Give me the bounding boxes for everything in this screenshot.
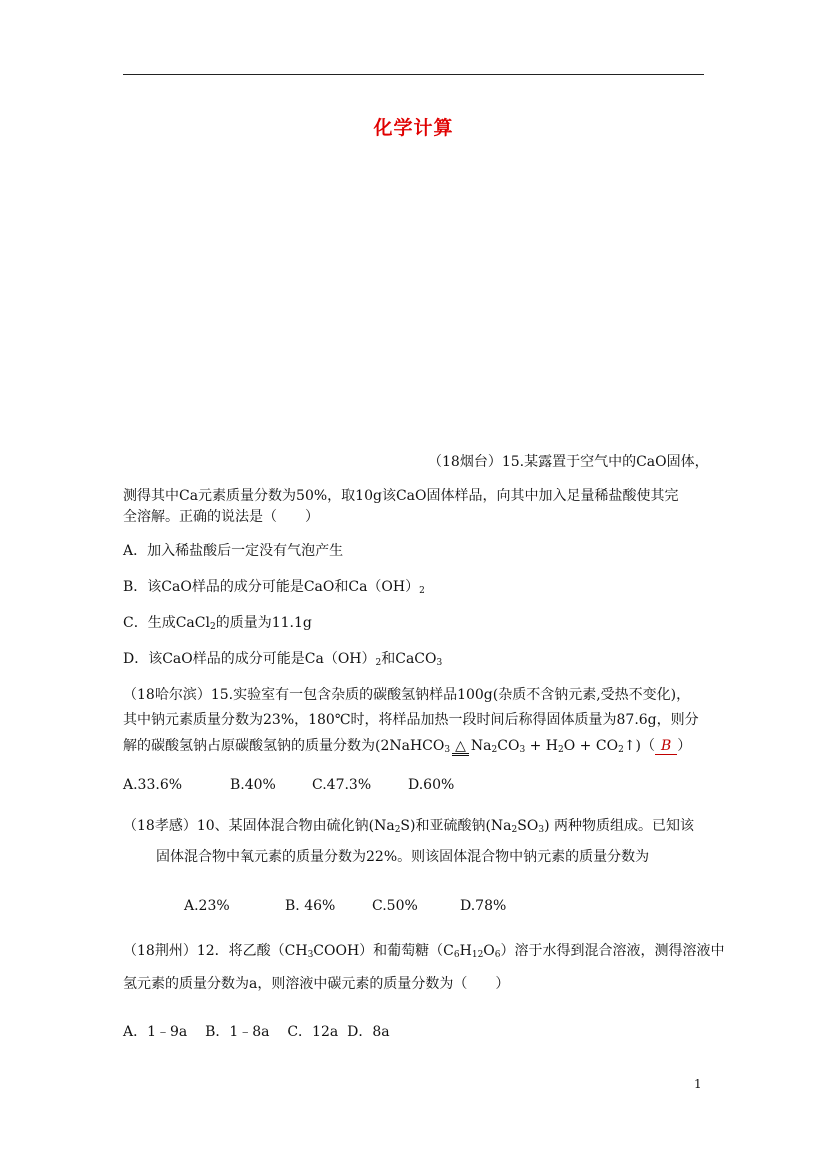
q1-option-d: D．该CaO样品的成分可能是$Ca(OH)_2$和CaCO$_3$ [123,651,443,668]
q2-line3: 解的碳酸氢钠占原碳酸氢钠的质量分数为(2NaHCO$_3$ △ $Na_2CO_3 + H_2O$ + $CO_2↑$)（ B ） [123,738,692,755]
q3-line1: （18孝感）10、某固体混合物由硫化钠$(Na_2S)$和亚硫酸钠$(Na_2SO_3)$ 两种物质组成。已知该 [123,818,695,835]
q2-option: D.60% [408,777,455,793]
heat-delta-symbol: △ [452,739,469,756]
q2-option: B.40% [230,777,276,793]
q3-option: A.23% [184,898,230,914]
document-title: 化学计算 [373,117,454,139]
q3-option: C.50% [372,898,418,914]
q1-option-a: A．加入稀盐酸后一定没有气泡产生 [123,543,344,559]
q1-line3: 全溶解。正确的说法是（ ） [123,509,319,525]
page-number: 1 [694,1077,702,1091]
q1-option-b: B．该CaO样品的成分可能是CaO和$Ca(OH)_2$ [123,579,425,596]
q3-option: D.78% [460,898,507,914]
header-rule [123,74,704,75]
q3-option: B. 46% [285,898,336,914]
q2-option: C.47.3% [312,777,372,793]
q4-line2: 氢元素的质量分数为a，则溶液中碳元素的质量分数为（ ） [123,976,510,992]
q2-options [123,776,454,794]
q3-line2: 固体混合物中氧元素的质量分数为22%。则该固体混合物中钠元素的质量分数为 [156,849,650,865]
q1-line1: （18烟台）15.某露置于空气中的CaO固体， [428,454,709,470]
q4-options: A．1﹣9a B．1﹣8a C．12a D．8a [123,1024,390,1040]
q4-line1: （18荆州）12．将乙酸$(CH_3COOH)$和葡萄糖$(C_6H_{12}O_6)$溶于水得到混合溶液，测得溶液中 [123,943,725,960]
q1-line2: 测得其中Ca元素质量分数为50%，取10g该CaO固体样品，向其中加入足量稀盐酸使其完 [123,488,679,504]
q2-line1: （18哈尔滨）15.实验室有一包含杂质的碳酸氢钠样品100g(杂质不含钠元素,受热不变化)， [123,687,691,703]
q3-options [184,897,506,915]
q2-line2: 其中钠元素质量分数为23%，180℃时，将样品加热一段时间后称得固体质量为87.6g，则分 [123,712,699,728]
q1-option-c: C．生成CaCl$_2$的质量为11.1g [123,615,312,632]
q2-answer: B [655,738,677,755]
q2-option: A.33.6% [123,777,183,793]
